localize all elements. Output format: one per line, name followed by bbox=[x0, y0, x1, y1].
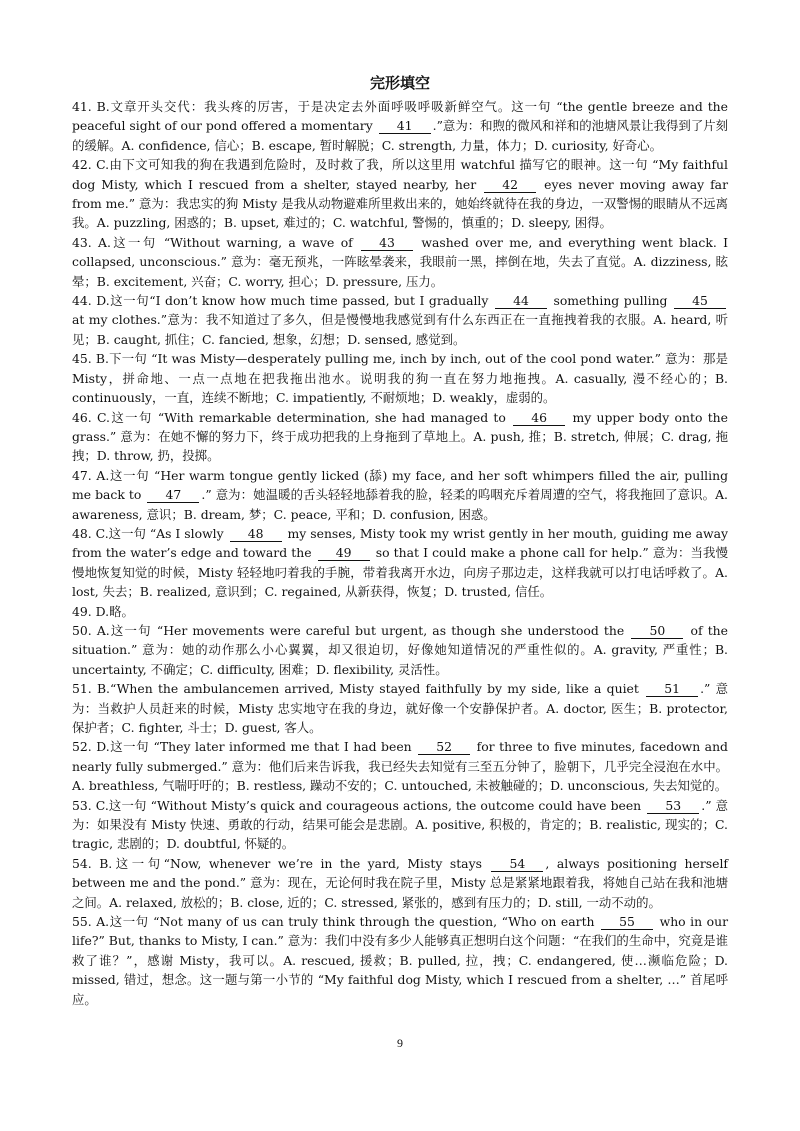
explanation-text: .” 意为：当救护人员赶来的时候，Misty 忠实地守在我的身边，就好像一个安静保护者。A. doctor, 医生；B. protector, 保护者；C. fighter, 斗士；D. guest, 客人。 bbox=[72, 681, 728, 735]
answer-item bbox=[72, 97, 728, 155]
explanation-text: 这一句“Now, whenever we’re in the yard, Misty stays bbox=[112, 855, 490, 871]
explanation-text: 这一句 “As I slowly bbox=[108, 525, 228, 541]
answer-number: 49. D. bbox=[72, 603, 110, 619]
answer-number: 47. A. bbox=[72, 467, 110, 483]
answer-number: 46. C. bbox=[72, 409, 110, 425]
explanation-text: 由下文可知我的狗在我遇到危险时，及时救了我，所以这里用 watchful 描写它的眼神。这一句 “My faithful dog Misty, which I rescued from a shelter, stayed nearby, her bbox=[72, 157, 728, 192]
explanation-text: 这一句 “Without warning, a wave of bbox=[110, 234, 360, 250]
blank-number: 42 bbox=[484, 177, 536, 193]
blank-number: 47 bbox=[147, 487, 199, 503]
answer-item bbox=[72, 408, 728, 466]
document-page bbox=[72, 72, 728, 1009]
blank-number: 41 bbox=[379, 118, 431, 134]
answer-number: 55. A. bbox=[72, 914, 110, 930]
answer-number: 44. D. bbox=[72, 293, 110, 309]
explanation-text: .” 意为：如果没有 Misty 快速、勇敢的行动，结果可能会是悲剧。A. positive, 积极的，肯定的；B. realistic, 现实的；C. tragic, 悲剧的；D. doubtful, 怀疑的。 bbox=[72, 797, 729, 852]
explanation-text: 这一句 “They later informed me that I had been bbox=[109, 739, 417, 755]
explanation-text: 这一句 “Her warm tongue gently licked (舔) my face, and her soft whimpers filled the air, pulling me back to bbox=[72, 467, 728, 503]
answer-item bbox=[72, 621, 728, 679]
answer-item bbox=[72, 155, 728, 233]
blank-number: 43 bbox=[361, 235, 413, 251]
explanation-text: of the situation.” 意为：她的动作那么小心翼翼，却又很迫切，好像她知道情况的严重性似的。A. gravity, 严重性；B. uncertainty, 不确定；C. difficulty, 困难；D. flexibility, 灵活性。 bbox=[72, 622, 728, 677]
answer-item bbox=[72, 737, 728, 795]
blank-number: 50 bbox=[631, 623, 683, 639]
explanation-text: who in our life?” But, thanks to Misty, I can.” 意为：我们中没有多少人能够真正想明白这个问题：“在我们的生命中，究竟是谁救了谁？”，感谢 Misty，我可以。A. rescued, 援救；B. pulled, 拉，拽；C. endangered, 使…濒临危险；D. missed, 错过，想念。这一题与第一小节的 “My faithful dog Misty, which I rescued from a shelter, …” 首尾呼应。 bbox=[72, 914, 728, 1007]
answer-explanations bbox=[72, 97, 728, 1009]
explanation-text: 这一句 “Not many of us can truly think through the question, “Who on earth bbox=[109, 914, 600, 930]
answer-number: 51. B. bbox=[72, 681, 110, 697]
explanation-text: washed over me, and everything went black. I collapsed, unconscious.” 意为：毫无预兆，一阵眩晕袭来，我眼前一黑，摔倒在地，失去了直觉。A. dizziness, 眩晕；B. excitement, 兴奋；C. worry, 担心；D. pressure, 压力。 bbox=[72, 234, 729, 289]
answer-number: 54. B. bbox=[72, 855, 113, 871]
explanation-text: 这一句 “With remarkable determination, she had managed to bbox=[109, 409, 512, 425]
answer-number: 45. B. bbox=[72, 351, 109, 367]
blank-number: 55 bbox=[601, 914, 653, 930]
blank-number: 52 bbox=[418, 739, 470, 755]
explanation-text: .”意为：和煦的微风和祥和的池塘风景让我得到了片刻的缓解。A. confidence, 信心；B. escape, 暂时解脱；C. strength, 力量，体力；D. curiosity, 好奇心。 bbox=[72, 118, 728, 153]
answer-item bbox=[72, 291, 728, 349]
explanation-text: 这一句“I don’t know how much time passed, but I gradually bbox=[109, 293, 493, 309]
answer-item bbox=[72, 679, 728, 737]
explanation-text: for three to five minutes, facedown and nearly fully submerged.” 意为：他们后来告诉我，我已经失去知觉有三至五分钟了，脸朝下，几乎完全浸泡在水中。A. breathless, 气喘吁吁的；B. restless, 躁动不安的；C. untouched, 未被触碰的；D. unconscious, 失去知觉的。 bbox=[72, 739, 728, 794]
explanation-text: , always positioning herself between me and the pond.” 意为：现在，无论何时我在院子里，Misty 总是紧紧地跟着我，将她自己站在我和池塘之间。A. relaxed, 放松的；B. close, 近的；C. stressed, 紧张的，感到有压力的；D. still, 一动不动的。 bbox=[72, 855, 728, 910]
explanation-text: my senses, Misty took my wrist gently in her mouth, guiding me away from the water’s edge and toward the bbox=[72, 525, 728, 561]
answer-number: 53. C. bbox=[72, 797, 109, 813]
explanation-text: 这一句 “Her movements were careful but urgent, as though she understood the bbox=[109, 622, 630, 638]
explanation-text: 文章开头交代：我头疼的厉害，于是决定去外面呼吸呼吸新鲜空气。这一句 “the gentle breeze and the peaceful sight of our pond offered a momentary bbox=[72, 99, 728, 134]
blank-number: 49 bbox=[318, 545, 370, 561]
explanation-text: something pulling bbox=[548, 293, 673, 309]
blank-number: 53 bbox=[647, 798, 699, 814]
blank-number: 45 bbox=[674, 293, 726, 309]
answer-item bbox=[72, 349, 728, 407]
explanation-text: 略。 bbox=[109, 603, 134, 619]
explanation-text: at my clothes.”意为：我不知道过了多久，但是慢慢地我感觉到有什么东西正在一直拖拽着我的衣服。A. heard, 听见；B. caught, 抓住；C. fancied, 想象，幻想；D. sensed, 感觉到。 bbox=[72, 312, 728, 347]
blank-number: 51 bbox=[646, 681, 698, 697]
answer-number: 50. A. bbox=[72, 622, 110, 638]
answer-item bbox=[72, 912, 728, 1009]
page-number: 9 bbox=[397, 1036, 403, 1050]
answer-number: 42. C. bbox=[72, 157, 110, 173]
explanation-text: eyes never moving away far from me.” 意为：我忠实的狗 Misty 是我从动物避难所里救出来的，她始终就待在我的身边，一双警惕的眼睛从不远离我。A. puzzling, 困惑的；B. upset, 难过的；C. watchful, 警惕的，慎重的；D. sleepy, 困得。 bbox=[72, 176, 728, 231]
explanation-text: “When the ambulancemen arrived, Misty stayed faithfully by my side, like a quiet bbox=[110, 681, 645, 697]
explanation-text: 下一句 “It was Misty—desperately pulling me, inch by inch, out of the cool pond water.” 意为：那是 Misty，拼命地、一点一点地在把我拖出池水。说明我的狗一直在努力地拖拽。A. casually, 漫不经心的；B. continuously，一直，连续不断地；C. impatiently, 不耐烦地；D. weakly，虚弱的。 bbox=[72, 351, 728, 406]
answer-item bbox=[72, 233, 728, 291]
answer-item bbox=[72, 602, 728, 621]
explanation-text: .” 意为：她温暖的舌头轻轻地舔着我的脸，轻柔的呜咽充斥着周遭的空气，将我拖回了意识。A. awareness, 意识；B. dream, 梦；C. peace, 平和；D. confusion, 困惑。 bbox=[72, 487, 728, 522]
answer-number: 48. C. bbox=[72, 525, 109, 541]
explanation-text: my upper body onto the grass.” 意为：在她不懈的努力下，终于成功把我的上身拖到了草地上。A. push, 推；B. stretch, 伸展；C. drag, 拖拽；D. throw, 扔，投掷。 bbox=[72, 409, 728, 464]
blank-number: 46 bbox=[513, 410, 565, 426]
answer-item bbox=[72, 466, 728, 524]
explanation-text: 这一句 “Without Misty’s quick and courageous actions, the outcome could have been bbox=[108, 797, 646, 813]
blank-number: 54 bbox=[491, 856, 543, 872]
blank-number: 48 bbox=[230, 526, 282, 542]
answer-number: 43. A. bbox=[72, 234, 111, 250]
answer-number: 52. D. bbox=[72, 739, 110, 755]
page-title: 完形填空 bbox=[369, 74, 430, 92]
answer-item bbox=[72, 796, 728, 854]
explanation-text: so that I could make a phone call for help.” 意为：当我慢慢地恢复知觉的时候，Misty 轻轻地叼着我的手腕，带着我离开水边，向房子那边走，这样我就可以打电话呼救了。A. lost, 失去；B. realized, 意识到；C. regained, 从新获得，恢复；D. trusted, 信任。 bbox=[72, 545, 728, 600]
blank-number: 44 bbox=[495, 293, 547, 309]
answer-number: 41. B. bbox=[72, 99, 110, 114]
answer-item bbox=[72, 854, 728, 912]
answer-item bbox=[72, 524, 728, 602]
